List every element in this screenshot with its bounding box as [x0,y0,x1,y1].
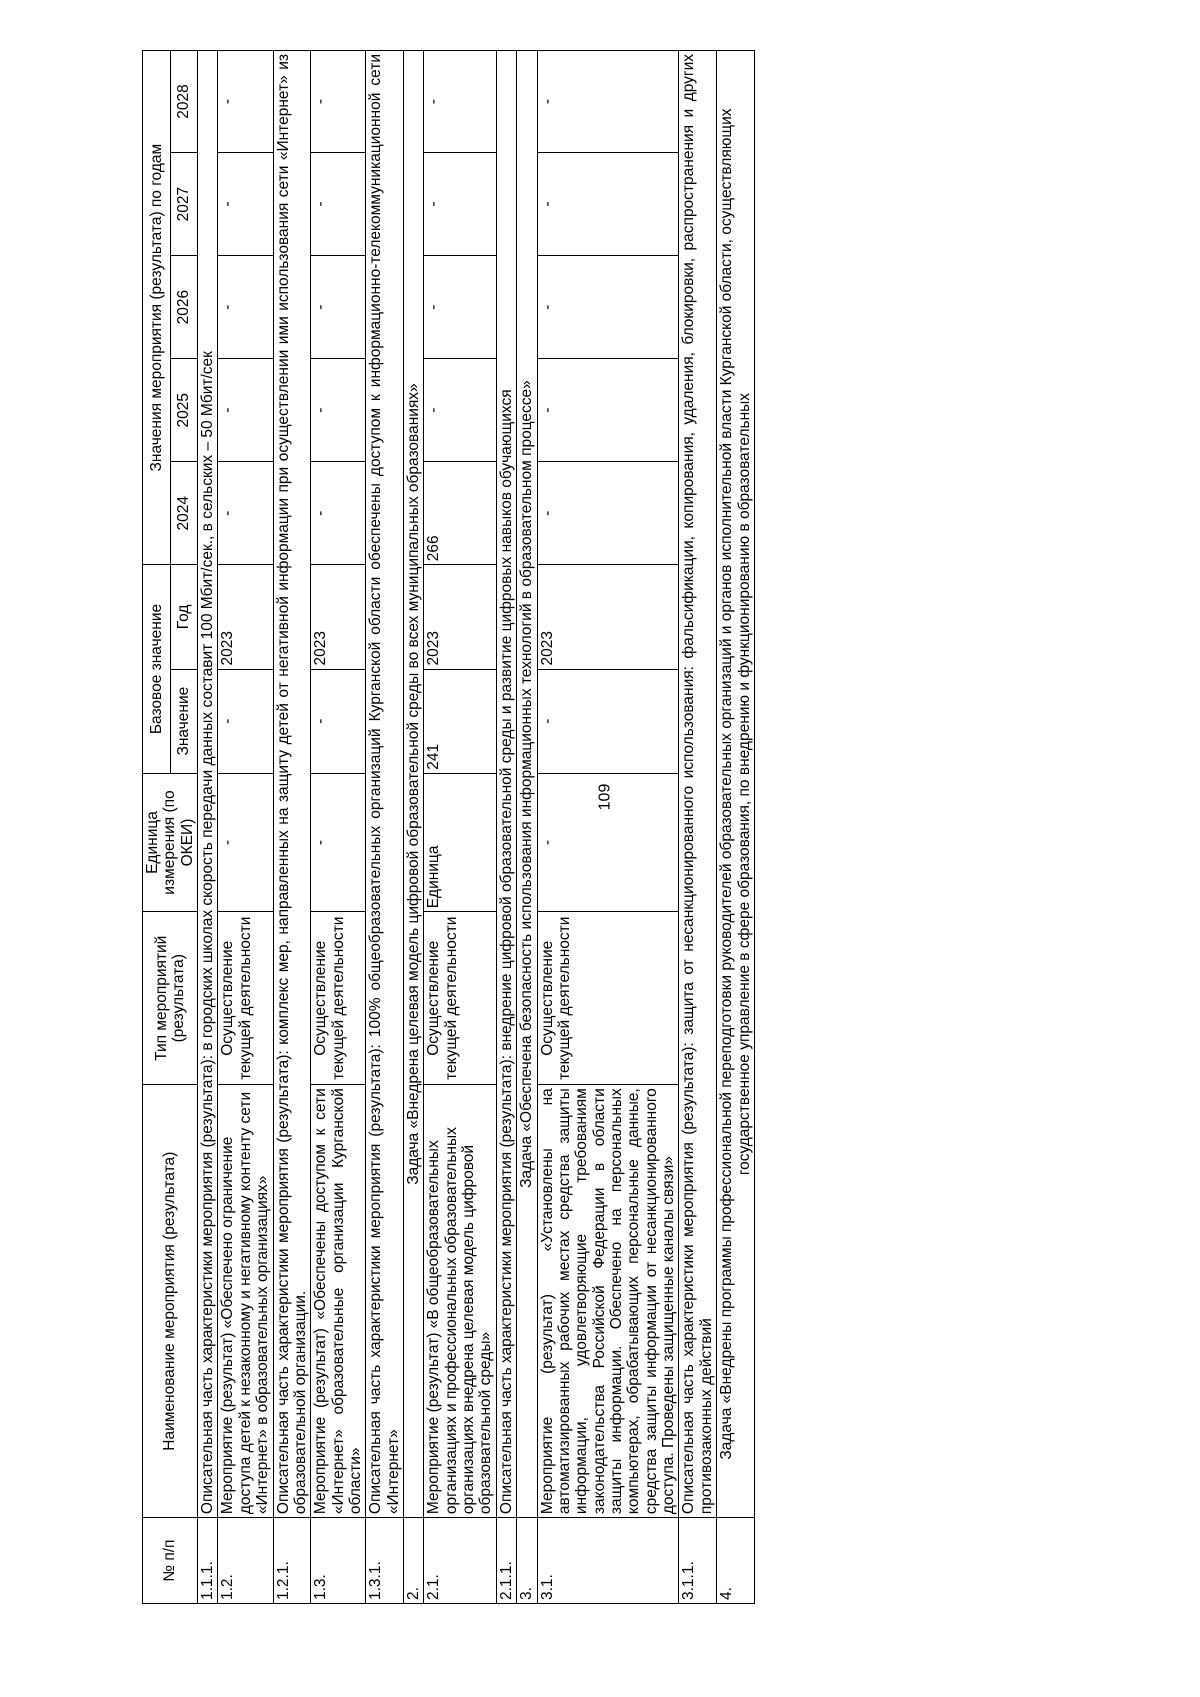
row-number: 1.3.1. [366,1518,404,1604]
value-2028: - [311,51,366,153]
base-value: - [311,669,366,773]
row-number: 1.2. [218,1518,273,1604]
measure-unit: - [218,773,273,912]
value-2026: - [218,256,273,359]
value-2024: - [311,462,366,565]
value-2025: - [218,359,273,462]
description-text: Описательная часть характеристики мероприятия (результата): защита от несанкционированного использования: фальсификации, копирования, удаления, блокировки, распространения и других противозаконных действий [679,51,717,1518]
measure-unit: Единица [424,773,496,912]
table-row [366,51,404,1604]
table-row [311,51,366,1604]
header-year-2024: 2024 [170,462,198,565]
value-2027: - [537,153,679,256]
row-number: 2.1. [424,1518,496,1604]
description-text: Описательная часть характеристики мероприятия (результата): 100% общеобразовательных организаций Курганской области обеспечены доступом к информационно-телекоммуникационной сети «Интернет» [366,51,404,1518]
description-text: Описательная часть характеристики мероприятия (результата): в городских школах скорость передачи данных составит 100 Мбит/сек., в сельских – 50 Мбит/сек [198,51,218,1518]
value-2025: - [424,359,496,462]
value-2026: - [537,256,679,359]
base-year: 2023 [424,565,496,669]
header-unit: Единица измерения (по ОКЕИ) [143,773,198,912]
task-text: Задача «Внедрена целевая модель цифровой образовательной среды во всех муниципальных образованиях» [404,51,424,1518]
header-base-year: Год [170,565,198,669]
row-number: 2. [404,1518,424,1604]
value-2028: - [424,51,496,153]
table-row [679,51,717,1604]
measure-unit: - [311,773,366,912]
header-base: Базовое значение [143,565,171,773]
header-row-1 [143,51,171,1604]
table-row [717,51,755,1604]
measure-type: Осуществление текущей деятельности [311,912,366,1085]
value-2027: - [424,153,496,256]
header-name: Наименование мероприятия (результата) [143,1085,198,1518]
table-row [273,51,311,1604]
value-2024: - [218,462,273,565]
row-number: 3.1. [537,1518,679,1604]
header-year-2025: 2025 [170,359,198,462]
base-year: 2023 [537,565,679,669]
value-2028: - [537,51,679,153]
measures-table [142,50,755,1604]
header-type: Тип мероприятий (результата) [143,912,198,1085]
measure-unit: - [537,773,679,912]
table-row [537,51,679,1604]
table-row [517,51,537,1604]
header-year-2026: 2026 [170,256,198,359]
task-text: Задача «Внедрены программы профессиональной переподготовки руководителей образовательных организаций и органов исполнительной власти Курганской области, осуществляющих государственное управление в сфере образования, по внедрению и функционированию в образовательных [717,51,755,1518]
row-number: 1.1.1. [198,1518,218,1604]
value-2026: - [424,256,496,359]
rotated-table-container [142,50,1084,1604]
base-year: 2023 [311,565,366,669]
value-2027: - [311,153,366,256]
task-text: Задача «Обеспечена безопасность использования информационных технологий в образовательном процессе» [517,51,537,1518]
header-values: Значения мероприятия (результата) по годам [143,51,171,565]
table-row [404,51,424,1604]
measure-name: Мероприятие (результат) «Установлены на автоматизированных рабочих местах средства защиты информации, удовлетворяющие требованиям законодательства Российской Федерации в области защиты информации. Обеспечено на персональных компьютерах, обрабатывающих персональные данные, средства защиты информации от несанкционированного доступа. Проведены защищенные каналы связи» [537,1085,679,1518]
measure-name: Мероприятие (результат) «Обеспечено ограничение доступа детей к незаконному и негативному контенту сети «Интернет» в образовательных организациях» [218,1085,273,1518]
value-2025: - [537,359,679,462]
row-number: 3. [517,1518,537,1604]
header-num: № п/п [143,1518,198,1604]
row-number: 1.2.1. [273,1518,311,1604]
measure-type: Осуществление текущей деятельности [218,912,273,1085]
base-value: - [537,669,679,773]
base-value: - [218,669,273,773]
table-row [424,51,496,1604]
header-year-2028: 2028 [170,51,198,153]
value-2024: 266 [424,462,496,565]
value-2028: - [218,51,273,153]
description-text: Описательная часть характеристики мероприятия (результата): внедрение цифровой образовательной среды и развитие цифровых навыков обучающихся [496,51,516,1518]
value-2024: - [537,462,679,565]
base-value: 241 [424,669,496,773]
row-number: 3.1.1. [679,1518,717,1604]
page-number: 109 [596,783,614,811]
measure-type: Осуществление текущей деятельности [424,912,496,1085]
measure-name: Мероприятие (результат) «Обеспечены доступом к сети «Интернет» образовательные организации Курганской области» [311,1085,366,1518]
row-number: 4. [717,1518,755,1604]
table-row [496,51,516,1604]
table-row [218,51,273,1604]
description-text: Описательная часть характеристики мероприятия (результата): комплекс мер, направленных на защиту детей от негативной информации при осуществлении ими использования сети «Интернет» из образовательной организации. [273,51,311,1518]
header-base-value: Значение [170,669,198,773]
header-year-2027: 2027 [170,153,198,256]
base-year: 2023 [218,565,273,669]
measure-type: Осуществление текущей деятельности [537,912,679,1085]
value-2027: - [218,153,273,256]
row-number: 2.1.1. [496,1518,516,1604]
row-number: 1.3. [311,1518,366,1604]
table-row [198,51,218,1604]
value-2025: - [311,359,366,462]
value-2026: - [311,256,366,359]
measure-name: Мероприятие (результат) «В общеобразовательных организациях и профессиональных образовательных организациях внедрена целевая модель цифровой образовательной среды» [424,1085,496,1518]
